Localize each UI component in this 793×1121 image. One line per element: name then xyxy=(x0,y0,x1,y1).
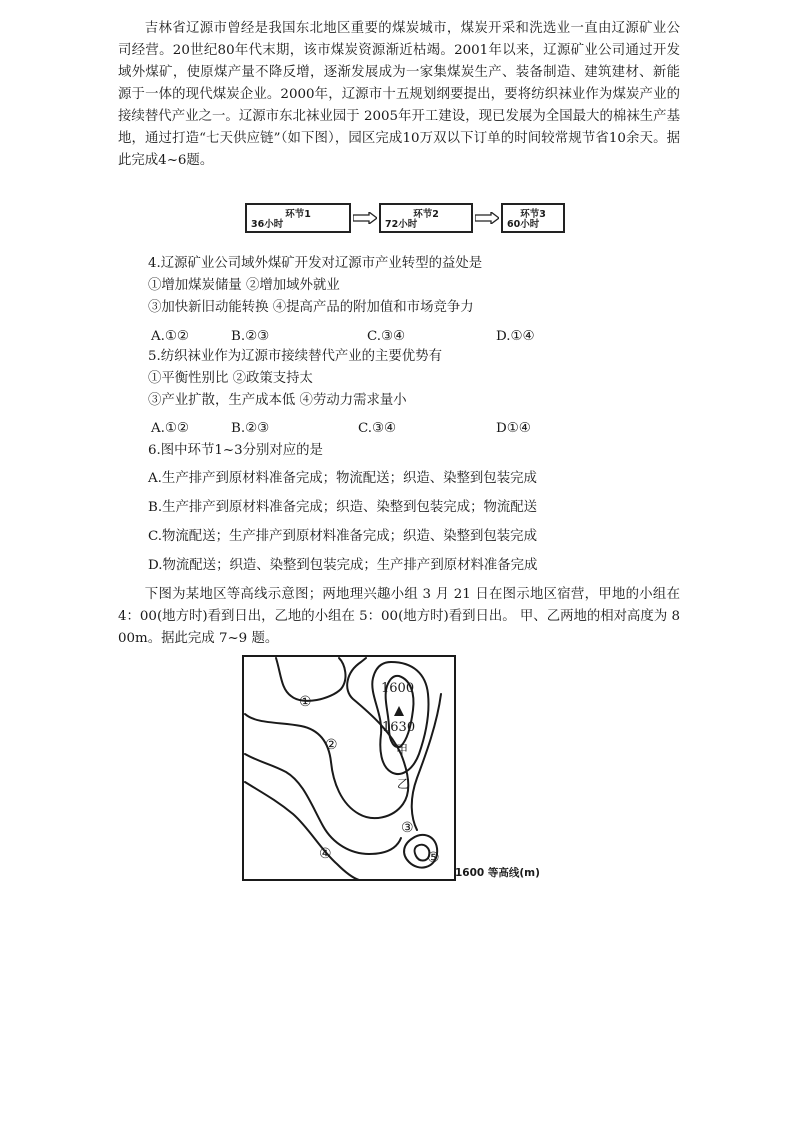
arrow-right-icon xyxy=(475,212,499,224)
location-3-label: ③ xyxy=(401,820,414,836)
question-5-statements-2: ③产业扩散，生产成本低 ④劳动力需求量小 xyxy=(148,393,407,408)
intro-paragraph-1: 吉林省辽源市曾经是我国东北地区重要的煤炭城市，煤炭开采和洗选业一直由辽源矿业公司经营。20世纪80年代末期，该市煤炭资源渐近枯竭。2001年以来，辽源矿业公司通过开发域外煤矿，使原煤产量不降反增，逐渐发展成为一家集煤炭生产、装备制造、建筑建材、新能源于一体的现代煤炭企业。2000年，辽源市十五规划纲要提出，要将纺织袜业作为煤炭产业的接续替代产业之一。辽源市东北袜业园于 2005年开工建设，现已发展为全国最大的棉袜生产基地，通过打造“七天供应链”（如下图），园区完成10万双以下订单的时间较常规节省10余天。据此完成4~6题。 xyxy=(118,21,680,168)
chain-step-2 xyxy=(379,203,473,233)
arrow-right-icon xyxy=(353,212,377,224)
chain-step-3 xyxy=(501,203,565,233)
question-5-stem: 5.纺织袜业作为辽源市接续替代产业的主要优势有 xyxy=(148,349,442,364)
point-label-jia: 甲 xyxy=(396,743,409,757)
question-6-stem: 6.图中环节1~3分别对应的是 xyxy=(148,443,323,458)
supply-chain-diagram xyxy=(245,200,565,238)
intro-paragraph-2: 下图为某地区等高线示意图；两地理兴趣小组 3 月 21 日在图示地区宿营，甲地的小组在 4：00(地方时)看到日出，乙地的小组在 5：00(地方时)看到日出。 甲、乙两地的相对高度为 800m。据此完成 7~9 题。 xyxy=(118,587,680,646)
chain-step-1-name: 环节1 xyxy=(285,209,311,220)
question-4-option-c[interactable]: C.③④ xyxy=(367,329,406,344)
question-4-stem: 4.辽源矿业公司域外煤矿开发对辽源市产业转型的益处是 xyxy=(148,256,483,271)
contour-map xyxy=(241,654,559,884)
chain-step-1 xyxy=(245,203,351,233)
question-6-option-b[interactable]: B.生产排产到原材料准备完成；织造、染整到包装完成；物流配送 xyxy=(148,500,538,515)
question-4-option-b[interactable]: B.②③ xyxy=(231,329,270,344)
question-4-option-d[interactable]: D.①④ xyxy=(496,329,535,344)
elevation-label-1630: 1630 xyxy=(382,720,416,735)
question-6-option-a[interactable]: A.生产排产到原材料准备完成；物流配送；织造、染整到包装完成 xyxy=(148,471,537,486)
location-2-label: ② xyxy=(325,737,338,753)
question-5-option-c[interactable]: C.③④ xyxy=(358,421,397,436)
chain-step-2-time: 72小时 xyxy=(385,219,418,230)
contour-label-1600: 1600 xyxy=(381,681,415,696)
location-5-label: ⑤ xyxy=(427,850,440,866)
point-label-yi: 乙 xyxy=(397,777,410,791)
question-6-option-c[interactable]: C.物流配送；生产排产到原材料准备完成；织造、染整到包装完成 xyxy=(148,529,537,544)
question-6-option-d[interactable]: D.物流配送；织造、染整到包装完成；生产排产到原材料准备完成 xyxy=(148,558,538,573)
question-5-option-d[interactable]: D①④ xyxy=(496,421,531,436)
question-4-statements-1: ①增加煤炭储量 ②增加域外就业 xyxy=(148,278,340,293)
location-1-label: ① xyxy=(299,694,312,710)
map-legend: 1600 等高线(m) xyxy=(455,867,540,879)
question-4-statements-2: ③加快新旧动能转换 ④提高产品的附加值和市场竞争力 xyxy=(148,300,474,315)
location-4-label: ④ xyxy=(319,846,332,862)
question-5-option-b[interactable]: B.②③ xyxy=(231,421,270,436)
question-4-option-a[interactable]: A.①② xyxy=(151,329,189,344)
question-5-statements-1: ①平衡性别比 ②政策支持太 xyxy=(148,371,313,386)
chain-step-3-name: 环节3 xyxy=(520,209,546,220)
chain-step-1-time: 36小时 xyxy=(251,219,284,230)
chain-step-2-name: 环节2 xyxy=(413,209,439,220)
question-5-option-a[interactable]: A.①② xyxy=(151,421,189,436)
chain-step-3-time: 60小时 xyxy=(507,219,540,230)
